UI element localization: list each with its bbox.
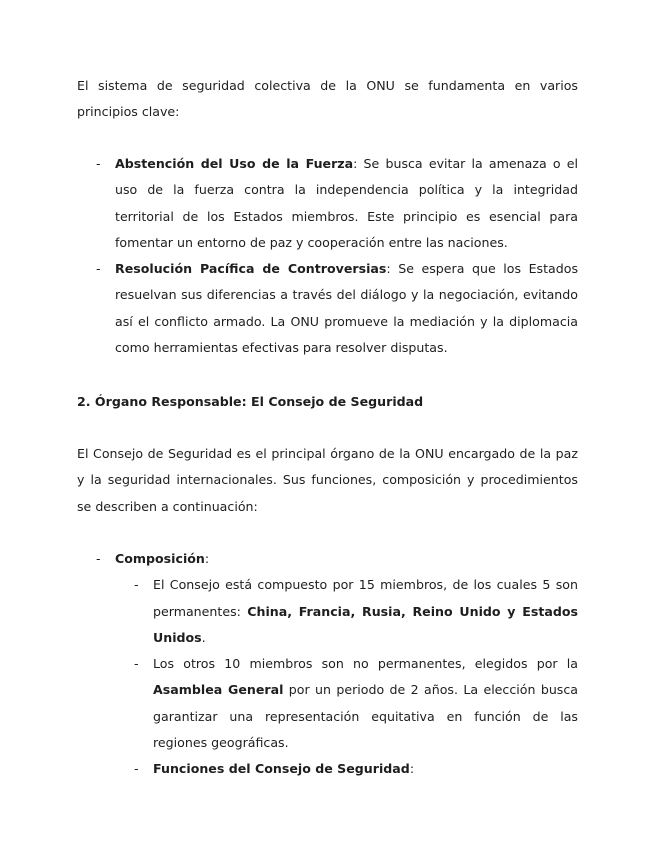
composition-sublist <box>134 572 579 782</box>
intro-paragraph: El sistema de seguridad colectiva de la ONU se fundamenta en varios principios clave: <box>77 78 578 120</box>
principles-list <box>96 151 579 361</box>
principle-term: Abstención del Uso de la Fuerza <box>115 156 354 171</box>
item-end: : <box>409 761 415 777</box>
item-text: El Consejo está compuesto por 15 miembros, de los cuales 5 son permanentes: <box>153 577 578 619</box>
functions-heading: Funciones del Consejo de Seguridad <box>153 761 410 777</box>
composition-colon: : <box>204 551 210 566</box>
composition-list <box>96 546 579 783</box>
sublist-item <box>134 756 578 782</box>
section-paragraph: El Consejo de Seguridad es el principal órgano de la ONU encargado de la paz y la seguridad internacionales. Sus funciones, composición y procedimientos se describen a continuación: <box>77 446 578 514</box>
list-dash: - <box>134 577 139 593</box>
sublist-item <box>134 651 579 756</box>
list-item <box>96 151 578 256</box>
list-item <box>96 546 579 783</box>
principle-text: : Se busca evitar la amenaza o el uso de la fuerza contra la independencia política y la integridad territorial de los Estados miembros. Este principio es esencial para fomentar un entorno de paz y cooperación entre las naciones. <box>115 156 578 250</box>
general-assembly: Asamblea General <box>153 682 284 698</box>
composition-term: Composición <box>115 551 205 566</box>
item-text: por un periodo de 2 años. La elección busca garantizar una representación equitativa en función de las regiones geográficas. <box>153 682 579 751</box>
item-text: Los otros 10 miembros son no permanentes, elegidos por la <box>153 656 578 672</box>
list-dash: - <box>134 656 139 672</box>
section-heading: 2. Órgano Responsable: El Consejo de Seguridad <box>77 394 424 409</box>
list-item <box>96 256 579 361</box>
list-dash: - <box>96 261 101 277</box>
permanent-members: China, Francia, Rusia, Reino Unido y Estados Unidos <box>153 603 578 645</box>
item-end: . <box>201 629 206 645</box>
list-dash: - <box>96 551 101 566</box>
list-dash: - <box>96 156 101 171</box>
list-dash: - <box>134 761 139 777</box>
sublist-item <box>134 572 578 651</box>
principle-term: Resolución Pacífica de Controversias <box>115 261 387 277</box>
principle-text: : Se espera que los Estados resuelvan sus diferencias a través del diálogo y la negociación, evitando así el conflicto armado. La ONU promueve la mediación y la diplomacia como herramientas efectivas para resolver disputas. <box>115 261 579 356</box>
